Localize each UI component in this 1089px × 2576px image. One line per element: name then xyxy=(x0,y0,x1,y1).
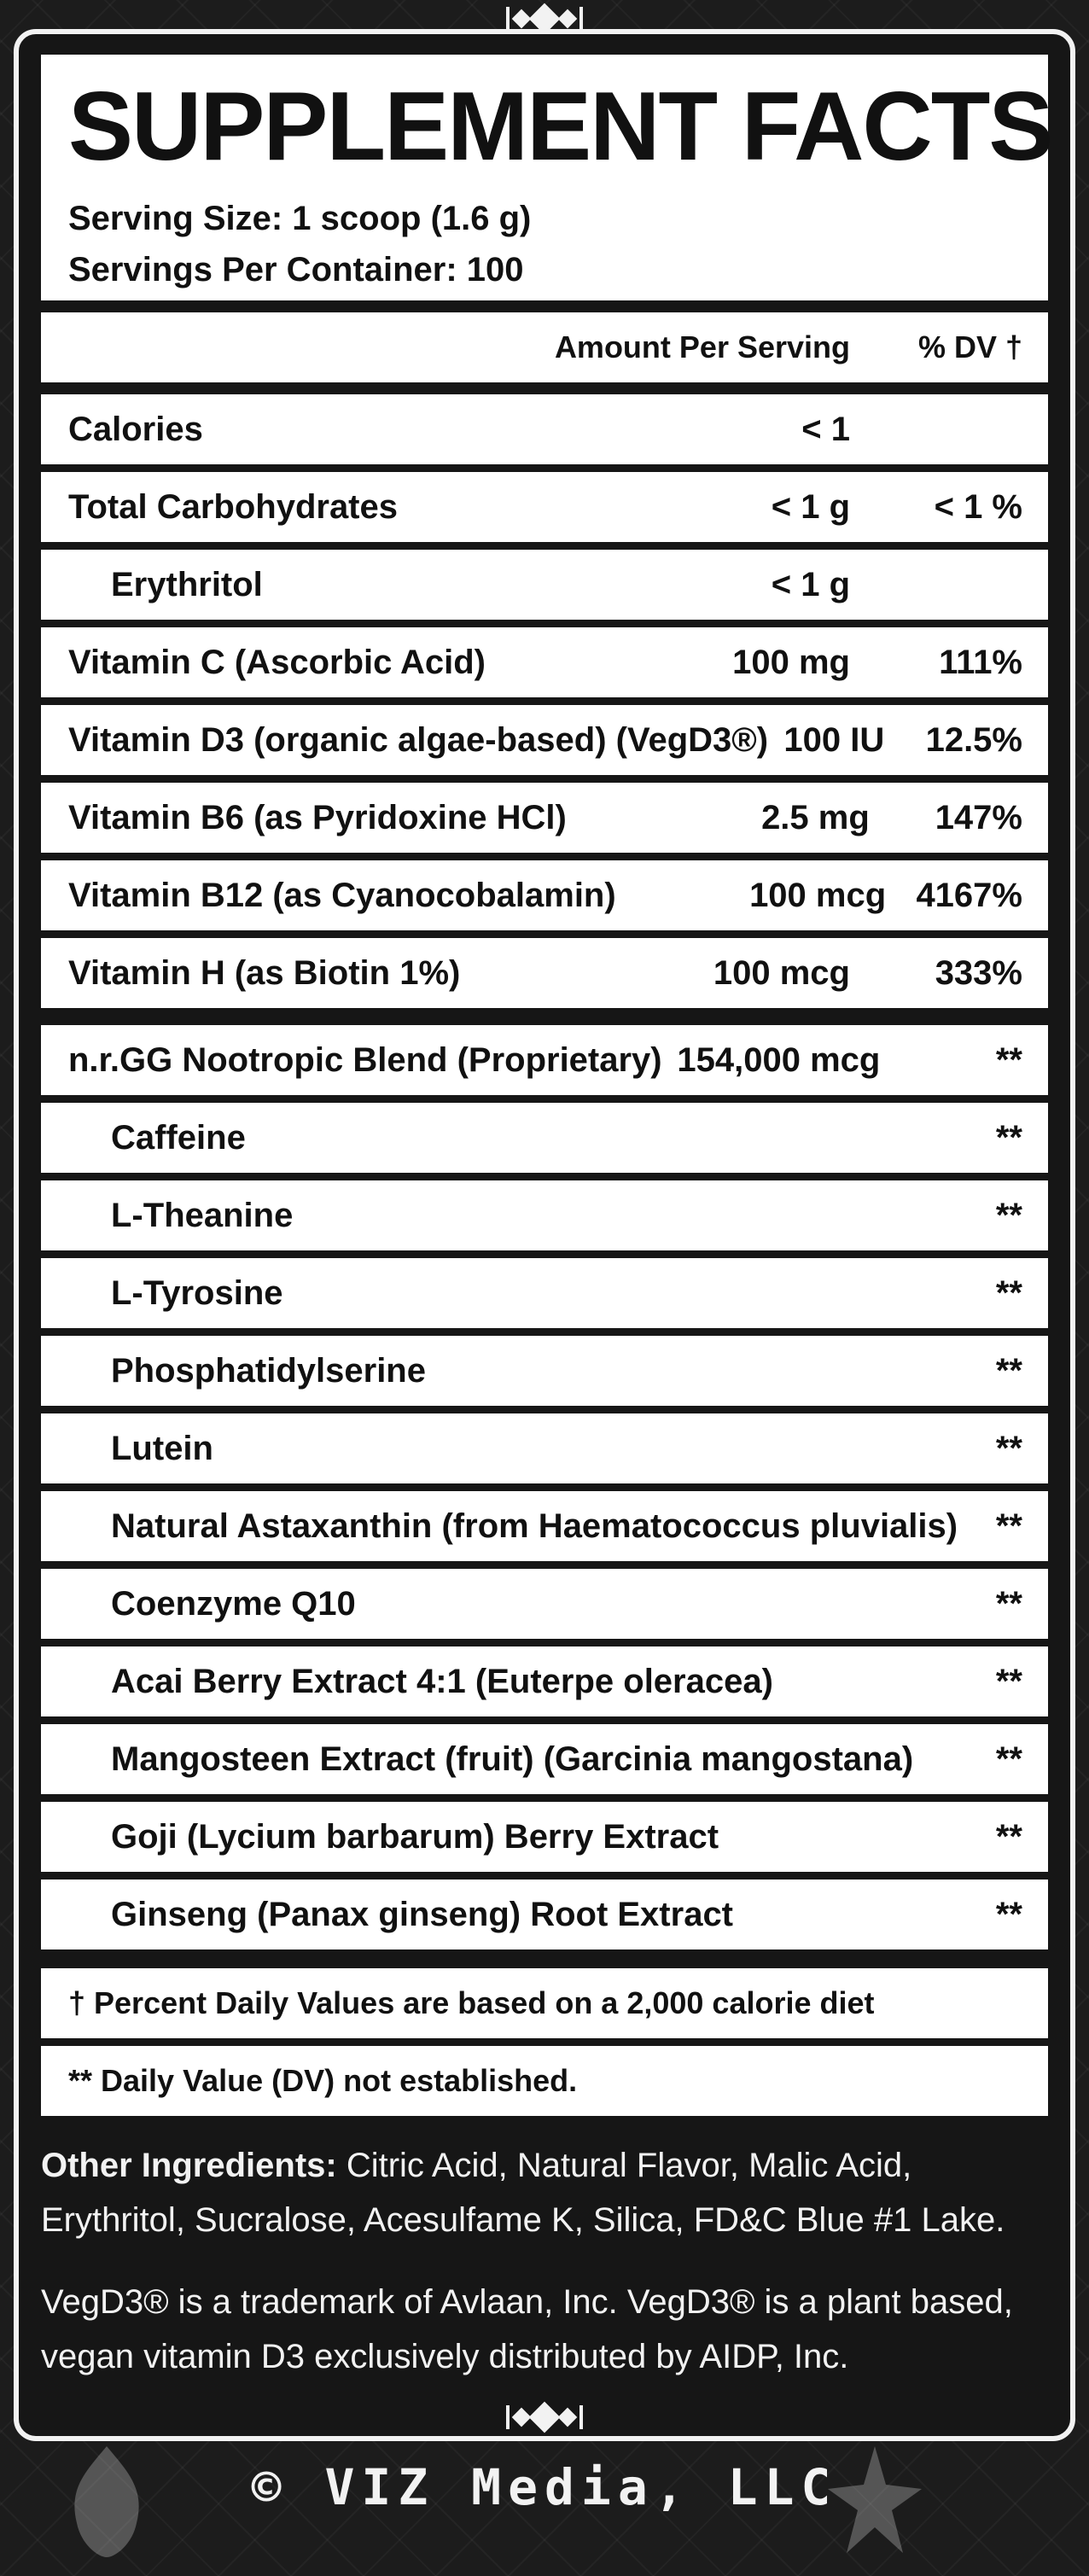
blend-item: Mangosteen Extract (fruit) (Garcinia mangostana) ** xyxy=(41,1724,1048,1794)
footnote-daily-values: † Percent Daily Values are based on a 2,000 calorie diet xyxy=(41,1968,1048,2038)
table-row: Vitamin B12 (as Cyanocobalamin) 100 mcg 4167% xyxy=(41,860,1048,930)
table-header xyxy=(41,312,1048,382)
table-row: Vitamin D3 (organic algae-based) (VegD3®) 100 IU 12.5% xyxy=(41,705,1048,775)
blend-item: Caffeine ** xyxy=(41,1103,1048,1173)
blend-item: Natural Astaxanthin (from Haematococcus pluvialis) ** xyxy=(41,1491,1048,1561)
amount-header: Amount Per Serving xyxy=(554,329,850,364)
diamond-ornament-icon xyxy=(506,7,583,31)
blend-item: Goji (Lycium barbarum) Berry Extract ** xyxy=(41,1802,1048,1872)
blend-item: Ginseng (Panax ginseng) Root Extract ** xyxy=(41,1880,1048,1949)
blend-row: n.r.GG Nootropic Blend (Proprietary) 154,000 mcg ** xyxy=(41,1025,1048,1095)
blend-item: Coenzyme Q10 ** xyxy=(41,1569,1048,1639)
table-row: Vitamin B6 (as Pyridoxine HCl) 2.5 mg 147% xyxy=(41,783,1048,853)
blend-item: Lutein ** xyxy=(41,1413,1048,1483)
blend-item: Acai Berry Extract 4:1 (Euterpe oleracea) ** xyxy=(41,1646,1048,1716)
blend-item: L-Tyrosine ** xyxy=(41,1258,1048,1328)
copyright-notice: © VIZ Media, LLC xyxy=(251,2458,838,2516)
title-block xyxy=(41,55,1052,300)
page-title: SUPPLEMENT FACTS xyxy=(68,73,1052,181)
dv-header: % DV † xyxy=(917,329,1022,364)
other-ingredients-list: Citric Acid, Natural Flavor, Malic Acid, Erythritol, Sucralose, Acesulfame K, Silica, FD&C Blue #1 Lake. xyxy=(41,2147,1005,2239)
other-ingredients xyxy=(41,2138,1057,2247)
table-row: Vitamin H (as Biotin 1%) 100 mcg 333% xyxy=(41,938,1048,1008)
table-row: Calories < 1 xyxy=(41,394,1048,464)
serving-size: Serving Size: 1 scoop (1.6 g) xyxy=(68,200,532,237)
footnote-not-established: ** Daily Value (DV) not established. xyxy=(41,2046,1048,2116)
table-row: Erythritol < 1 g xyxy=(41,550,1048,620)
diamond-ornament-icon xyxy=(506,2405,583,2429)
blend-item: Phosphatidylserine ** xyxy=(41,1336,1048,1406)
trademark-notice: VegD3® is a trademark of Avlaan, Inc. VegD3® is a plant based, vegan vitamin D3 exclusively distributed by AIDP, Inc. xyxy=(41,2283,1013,2375)
table-row: Vitamin C (Ascorbic Acid) 100 mg 111% xyxy=(41,627,1048,697)
servings-per-container: Servings Per Container: 100 xyxy=(68,251,524,288)
table-row: Total Carbohydrates < 1 g < 1 % xyxy=(41,472,1048,542)
blend-item: L-Theanine ** xyxy=(41,1180,1048,1250)
other-ingredients-label: Other Ingredients: xyxy=(41,2147,337,2184)
